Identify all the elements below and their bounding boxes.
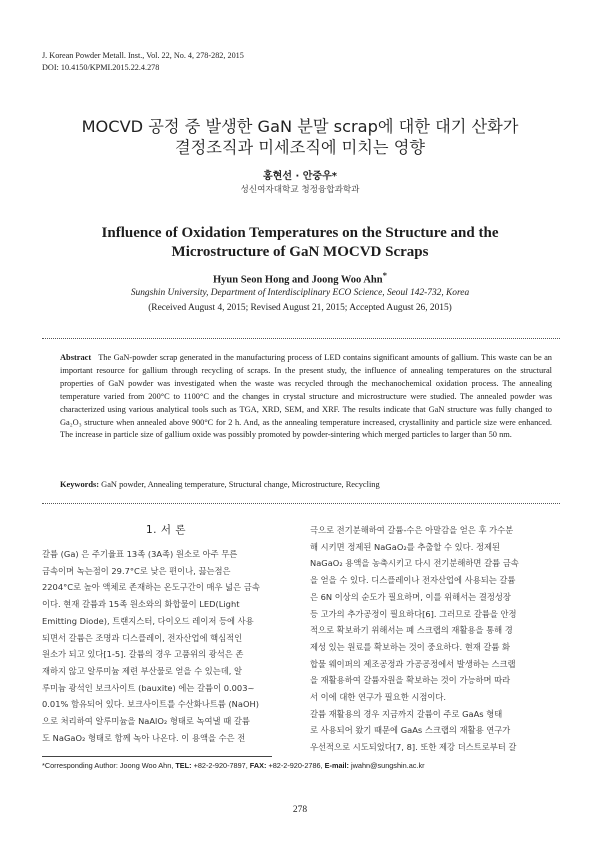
tel-label: TEL: [175,761,192,770]
body-text-line: 2204°C로 높아 액체로 존재하는 온도구간이 매우 넓은 금속 [42,582,260,593]
body-text-line: 갈륨 재활용의 경우 지금까지 갈륨이 주로 GaAs 형태 [310,708,503,719]
body-text-line: 금속이며 녹는점이 29.7°C로 낮은 편이나, 끓는점은 [42,565,231,576]
body-text-line: 제성 있는 원료를 확보하는 것이 중요하다. 현재 갈륨 화 [310,641,511,652]
body-text-line: 서 이에 대한 연구가 필요한 시점이다. [310,692,447,703]
body-text-line: NaGaO₂ 용액을 농축시키고 다시 전기분해하면 갈륨 금속 [310,558,519,569]
section-heading-introduction: 1. 서 론 [146,524,186,536]
email-label: E-mail: [324,761,349,770]
corresponding-mark: * [382,270,387,280]
body-text-line: 루미늄 광석인 보크사이트 (bauxite) 에는 갈륨이 0.003~ [42,682,255,693]
body-text-line: 은 6N 이상의 순도가 필요하며, 이를 위해서는 결정성장 [310,591,511,602]
fax-label: FAX: [249,761,267,770]
keywords-block [60,480,552,489]
korean-affiliation: 성신여자대학교 청정융합과학과 [240,185,360,195]
footnote-rule [42,756,272,757]
journal-doi: DOI: 10.4150/KPMI.2015.22.4.278 [42,63,160,72]
journal-header [42,50,244,74]
keywords-heading: Keywords: [60,480,100,489]
email-address: jwahn@sungshin.ac.kr [351,761,425,770]
body-text-line: 합물 웨이퍼의 제조공정과 가공공정에서 발생하는 스크랩 [310,658,516,669]
page-number: 278 [292,805,308,815]
body-text-line: 해 시키면 정제된 NaGaO₂를 추출할 수 있다. 정제된 [310,541,501,552]
abstract-text: The GaN-powder scrap generated in the manufacturing process of LED contains significant amounts of gallium. This waste can be an important resource for gallium through recycling of scraps. In the present study, the influence of annealing temperatures on the structural properties of GaN powder was investigated when the waste was recycled through the mechanochemical oxidation process. The annealing temperature varied from 200°C to 1100°C and the changes in crystal structure and microstructure were studied. The annealed powder was characterized using various analytical tools such as TGA, XRD, SEM, and XRF. The results indicate that GaN structure was fully changed to Ga₂O₃ structure when annealed above 900°C for 2 h. And, as the annealing temperature increased, crystallinity and particle size were enhanced. The increase in particle size of gallium oxide was possibly promoted by powder-sintering which merged particles to larger than 50 nm. [60,353,552,440]
body-text-line: 되면서 갈륨은 조명과 디스플레이, 전자산업에 핵심적인 [42,632,243,643]
body-text-line: 등 고가의 추가공정이 필요하다[6]. 그러므로 갈륨을 안정 [310,608,517,619]
english-authors [0,270,600,286]
body-text-line: 갈륨 (Ga) 은 주기율표 13족 (3A족) 원소로 아주 무른 [42,549,238,559]
korean-title-line1: MOCVD 공정 중 발생한 GaN 분말 scrap에 대한 대기 산화가 [81,117,519,136]
english-title-line1: Influence of Oxidation Temperatures on the Structure and the [101,225,499,241]
body-column-left [42,546,290,746]
tel-number: +82-2-920-7897, [193,761,248,770]
fax-number: +82-2-920-2786, [268,761,323,770]
dotted-divider-top [42,338,560,339]
body-text-line: Emitting Diode), 트랜지스터, 다이오드 레이저 등에 사용 [42,615,254,626]
dotted-divider-bottom [42,503,560,504]
english-affiliation: Sungshin University, Department of Interdisciplinary ECO Science, Seoul 142-732, Korea [130,288,470,298]
journal-citation: J. Korean Powder Metall. Inst., Vol. 22, No. 4, 278-282, 2015 [42,51,244,60]
keywords-text: GaN powder, Annealing temperature, Structural change, Microstructure, Recycling [101,480,380,489]
body-text-line: 원소가 되고 있다[1-5]. 갈륨의 경우 고품위의 광석은 존 [42,649,244,660]
corresponding-author-footnote [42,761,562,770]
body-text-line: 극으로 전기분해하여 갈륨-수은 아말감을 얻은 후 가수분 [310,525,514,535]
body-text-line: 이다. 현재 갈륨과 15족 원소와의 화합물이 LED(Light [42,599,240,610]
body-text-line: 로 사용되어 왔기 때문에 GaAs 스크랩의 재활용 연구가 [310,725,511,736]
body-text-line: 을 얻을 수 있다. 디스플레이나 전자산업에 사용되는 갈륨 [310,575,516,586]
body-text-line: 도 NaGaO₂ 형태로 함께 녹아 나온다. 이 용액을 수은 전 [42,732,246,743]
received-dates: (Received August 4, 2015; Revised August 21, 2015; Accepted August 26, 2015) [148,303,452,313]
body-text-line: 적으로 확보하기 위해서는 폐 스크랩의 재활용을 통해 경 [310,625,513,636]
body-column-right [310,522,558,756]
body-text-line: 재하지 않고 알루미늄 제련 부산물로 얻을 수 있는데, 알 [42,665,243,676]
body-text-line: 우선적으로 시도되었다[7, 8]. 또한 제강 더스트로부터 갈 [310,742,517,753]
korean-authors: 홍현선 · 안중우* [263,171,337,182]
body-text-line: 0.01% 함유되어 있다. 보크사이트를 수산화나트륨 (NaOH) [42,699,259,710]
body-text-line: 으로 처리하여 알루미늄을 NaAlO₂ 형태로 녹여낼 때 갈륨 [42,716,250,727]
footnote-label: *Corresponding Author: Joong Woo Ahn, [42,761,174,770]
english-author-names: Hyun Seon Hong and Joong Woo Ahn [212,274,383,286]
body-text-line: 을 재활용하여 갈륨자원을 확보하는 것이 가능하며 따라 [310,675,511,686]
korean-title-line2: 결정조직과 미세조직에 미치는 영향 [175,138,425,157]
abstract-block [60,352,552,442]
english-title-line2: Microstructure of GaN MOCVD Scraps [171,244,429,260]
abstract-heading: Abstract [60,353,92,362]
